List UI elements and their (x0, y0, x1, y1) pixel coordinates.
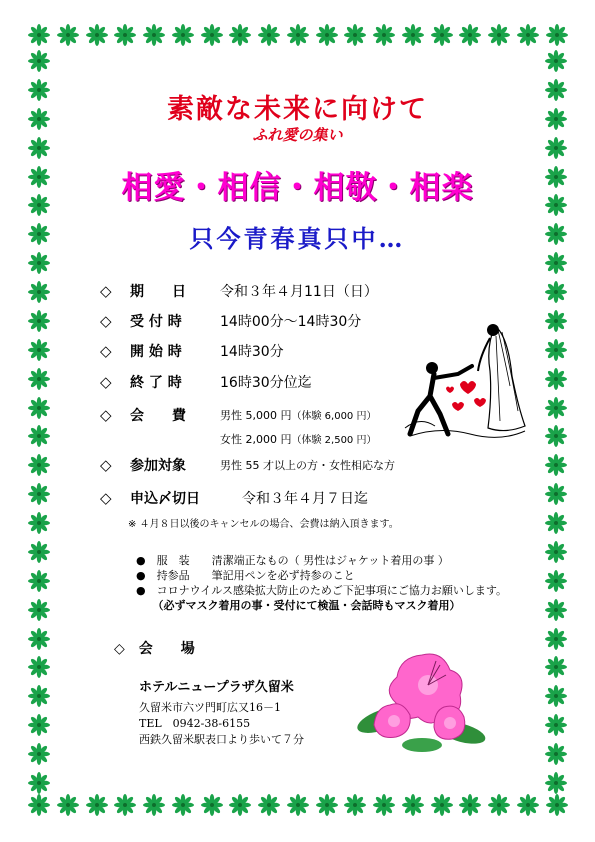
green-star-leaf-icon (488, 794, 510, 816)
green-star-leaf-icon (546, 794, 568, 816)
green-star-leaf-icon (28, 714, 50, 736)
green-star-leaf-icon (545, 454, 567, 476)
green-star-leaf-icon (28, 743, 50, 765)
green-star-leaf-icon (28, 628, 50, 650)
detail-label: 期 日 (130, 284, 186, 300)
green-star-leaf-icon (258, 24, 280, 46)
green-star-leaf-icon (545, 252, 567, 274)
venue-heading: ◇ 会 場 (114, 641, 195, 657)
diamond-icon: ◇ (100, 312, 112, 330)
green-star-leaf-icon (344, 794, 366, 816)
detail-row-reception (100, 310, 361, 332)
list-item: ● 服 装 清潔端正なもの（ 男性はジャケット着用の事 ） (136, 554, 449, 567)
fee-male-amount: 男性 5,000 円 (220, 409, 292, 422)
green-star-leaf-icon (143, 794, 165, 816)
green-star-leaf-icon (545, 425, 567, 447)
green-star-leaf-icon (28, 454, 50, 476)
tagline: 只今青春真只中… (189, 224, 406, 253)
green-star-leaf-icon (172, 794, 194, 816)
green-star-leaf-icon (28, 50, 50, 72)
detail-row-deadline (100, 487, 368, 509)
diamond-icon: ◇ (100, 489, 112, 507)
detail-row-start (100, 340, 284, 362)
diamond-icon: ◇ (100, 282, 112, 300)
green-star-leaf-icon (201, 24, 223, 46)
venue-tel: TEL 0942-38-6155 (139, 717, 251, 730)
green-star-leaf-icon (545, 368, 567, 390)
green-star-leaf-icon (28, 310, 50, 332)
green-star-leaf-icon (86, 794, 108, 816)
green-star-leaf-icon (114, 24, 136, 46)
list-item: ● 持参品 筆記用ペンを必ず持参のこと (136, 569, 355, 582)
green-star-leaf-icon (28, 397, 50, 419)
detail-label: 会 費 (130, 408, 186, 424)
venue-address-block (139, 700, 304, 748)
detail-label: 終 了 時 (130, 375, 182, 391)
azalea-flower-illustration (352, 645, 492, 755)
green-star-leaf-icon (545, 541, 567, 563)
cancel-note: ※ ４月８日以後のキャンセルの場合、会費は納入頂きます。 (128, 519, 399, 530)
green-star-leaf-icon (28, 512, 50, 534)
detail-label: 参加対象 (130, 458, 186, 474)
green-star-leaf-icon (373, 24, 395, 46)
green-star-leaf-icon (545, 628, 567, 650)
border-top (28, 24, 568, 46)
fee-female (220, 431, 376, 447)
green-star-leaf-icon (545, 339, 567, 361)
green-star-leaf-icon (57, 794, 79, 816)
green-star-leaf-icon (545, 397, 567, 419)
green-star-leaf-icon (57, 24, 79, 46)
green-star-leaf-icon (172, 24, 194, 46)
green-star-leaf-icon (545, 483, 567, 505)
green-star-leaf-icon (28, 570, 50, 592)
detail-value: 14時30分 (220, 344, 284, 360)
green-star-leaf-icon (545, 570, 567, 592)
headline: 相愛・相信・相敬・相楽 (121, 170, 474, 206)
notice-list (136, 553, 507, 613)
list-item: （必ずマスク着用の事・受付にて検温・会話時もマスク着用） (136, 599, 461, 612)
venue-access: 西鉄久留米駅表口より歩いて７分 (139, 733, 304, 746)
page-subtitle: ふれ愛の集い (252, 126, 343, 144)
venue-address: 久留米市六ツ門町広又16－1 (139, 701, 281, 714)
green-star-leaf-icon (431, 24, 453, 46)
green-star-leaf-icon (287, 794, 309, 816)
detail-label: 受 付 時 (130, 314, 182, 330)
diamond-icon: ◇ (100, 373, 112, 391)
green-star-leaf-icon (517, 24, 539, 46)
green-star-leaf-icon (545, 743, 567, 765)
green-star-leaf-icon (258, 794, 280, 816)
green-star-leaf-icon (459, 24, 481, 46)
green-star-leaf-icon (402, 794, 424, 816)
detail-label: 申込〆切日 (130, 491, 200, 507)
fee-female-amount: 女性 2,000 円 (220, 433, 292, 446)
green-star-leaf-icon (28, 656, 50, 678)
green-star-leaf-icon (344, 24, 366, 46)
green-star-leaf-icon (459, 794, 481, 816)
green-star-leaf-icon (316, 794, 338, 816)
detail-value: 14時00分～14時30分 (220, 314, 362, 330)
page-title: 素敵な未来に向けて (167, 94, 428, 125)
green-star-leaf-icon (545, 685, 567, 707)
detail-row-eligibility (100, 454, 395, 476)
border-bottom (28, 794, 568, 816)
green-star-leaf-icon (28, 339, 50, 361)
green-star-leaf-icon (545, 512, 567, 534)
green-star-leaf-icon (28, 368, 50, 390)
proposing-couple-illustration (400, 316, 530, 446)
detail-label: 開 始 時 (130, 344, 182, 360)
green-star-leaf-icon (517, 794, 539, 816)
green-star-leaf-icon (488, 24, 510, 46)
diamond-icon: ◇ (100, 342, 112, 360)
green-star-leaf-icon (545, 714, 567, 736)
detail-value: 令和３年４月７日迄 (242, 491, 368, 507)
green-star-leaf-icon (114, 794, 136, 816)
green-star-leaf-icon (545, 281, 567, 303)
green-star-leaf-icon (545, 772, 567, 794)
green-star-leaf-icon (545, 310, 567, 332)
list-item: ● コロナウイルス感染拡大防止のためご下記事項にご協力お願いします。 (136, 584, 508, 597)
detail-row-fee-female (220, 428, 376, 450)
detail-row-end (100, 371, 312, 393)
hotel-name: ホテルニュープラザ久留米 (139, 680, 294, 695)
detail-value: 令和３年４月11日（日） (220, 284, 378, 300)
green-star-leaf-icon (28, 685, 50, 707)
green-star-leaf-icon (201, 794, 223, 816)
green-star-leaf-icon (545, 50, 567, 72)
green-star-leaf-icon (316, 24, 338, 46)
green-star-leaf-icon (287, 24, 309, 46)
detail-value: 16時30分位迄 (220, 375, 312, 391)
detail-value: 男性 55 才以上の方・女性相応な方 (220, 459, 395, 472)
detail-row-date (100, 280, 378, 302)
fee-male (220, 407, 376, 423)
diamond-icon: ◇ (100, 406, 112, 424)
green-star-leaf-icon (229, 794, 251, 816)
diamond-icon: ◇ (100, 456, 112, 474)
green-star-leaf-icon (28, 425, 50, 447)
green-star-leaf-icon (86, 24, 108, 46)
green-star-leaf-icon (373, 794, 395, 816)
fee-female-trial: （体験 2,500 円） (291, 435, 377, 446)
green-star-leaf-icon (545, 599, 567, 621)
green-star-leaf-icon (143, 24, 165, 46)
green-star-leaf-icon (546, 24, 568, 46)
green-star-leaf-icon (28, 541, 50, 563)
green-star-leaf-icon (545, 656, 567, 678)
green-star-leaf-icon (402, 24, 424, 46)
green-star-leaf-icon (28, 794, 50, 816)
green-star-leaf-icon (431, 794, 453, 816)
green-star-leaf-icon (28, 772, 50, 794)
green-star-leaf-icon (229, 24, 251, 46)
green-star-leaf-icon (28, 252, 50, 274)
detail-row-fee (100, 404, 376, 426)
green-star-leaf-icon (28, 483, 50, 505)
green-star-leaf-icon (28, 281, 50, 303)
green-star-leaf-icon (28, 599, 50, 621)
fee-male-trial: （体験 6,000 円） (291, 411, 377, 422)
green-star-leaf-icon (28, 24, 50, 46)
